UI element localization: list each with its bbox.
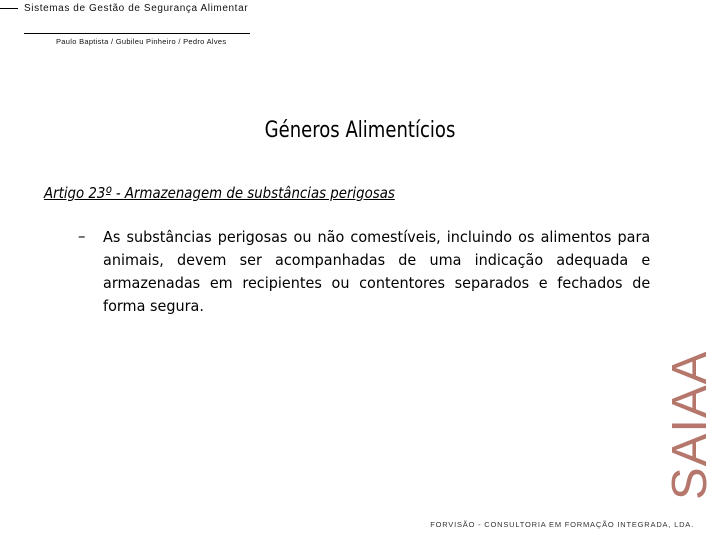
bullet-text: As substâncias perigosas ou não comestíveis, incluindo os alimentos para animais, devem ser acompanhadas de uma indicação adequada e armazenadas em recipientes ou contentores separados e fechados de forma segura. xyxy=(103,228,651,315)
header-underline xyxy=(24,33,250,34)
brand-logo-text: SAIAA xyxy=(663,350,717,500)
header-title: Sistemas de Gestão de Segurança Alimentar xyxy=(24,3,249,14)
article-heading: Artigo 23º - Armazenagem de substâncias perigosas xyxy=(44,184,395,202)
header-authors: Paulo Baptista / Gubileu Pinheiro / Pedro Alves xyxy=(56,37,227,46)
header-rule xyxy=(0,8,18,9)
footer-text: FORVISÃO - CONSULTORIA EM FORMAÇÃO INTEGRADA, LDA. xyxy=(430,520,694,529)
bullet-marker: – xyxy=(78,227,86,245)
slide-title: Géneros Alimentícios xyxy=(264,118,456,143)
